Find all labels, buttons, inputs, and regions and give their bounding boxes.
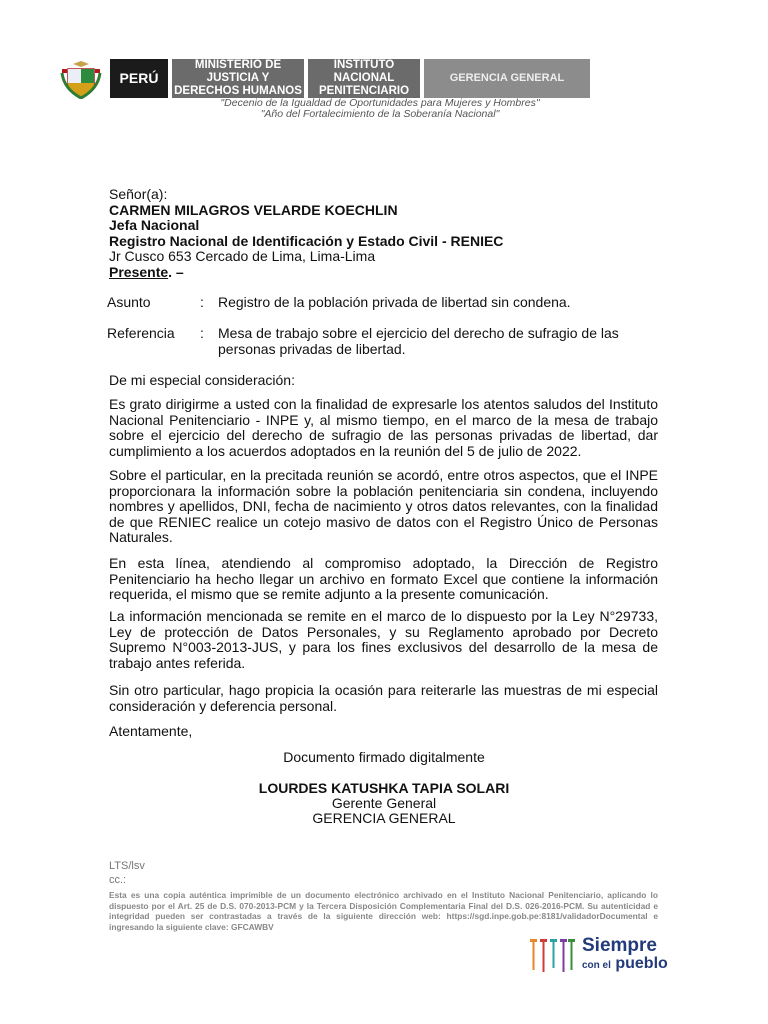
recipient-organization: Registro Nacional de Identificación y Estado Civil - RENIEC [109, 233, 504, 249]
signer-office: GERENCIA GENERAL [312, 810, 456, 826]
brand-line-2a: con el [582, 960, 611, 971]
greeting: De mi especial consideración: [109, 372, 295, 388]
salutation: Señor(a): [109, 186, 168, 202]
motto-line-2: "Año del Fortalecimiento de la Soberanía Nacional" [260, 108, 500, 120]
paragraph-2: Sobre el particular, en la precitada reunión se acordó, entre otros aspectos, que el INPE proporcionara la información sobre la población penitenciaria sin condena, incluyendo nombres y apellidos, DNI, fecha de nacimiento y otros datos relevantes, con la finalidad de que RENIEC realice un cotejo masivo de datos con el Registro Único de Personas Naturales. [109, 467, 658, 545]
people-figures-icon [528, 935, 576, 977]
brand-line-2b: pueblo [615, 955, 668, 972]
asunto-label: Asunto [107, 294, 151, 310]
ref-label: Referencia [107, 325, 175, 341]
paragraph-3: En esta línea, atendiendo al compromiso adoptado, la Dirección de Registro Penitenciario ha hecho llegar un archivo en formato Excel que contiene la información requerida, el mismo que se remite adjunto a la presente comunicación. [109, 555, 658, 602]
presente-word: Presente [109, 264, 169, 280]
asunto-colon: : [200, 294, 204, 310]
signer-name: LOURDES KATUSHKA TAPIA SOLARI [258, 780, 510, 796]
brand-logo [528, 935, 668, 977]
brand-line-1: Siempre [582, 935, 657, 956]
paragraph-5: Sin otro particular, hago propicia la ocasión para reiterarle las muestras de mi especial consideración y deferencia personal. [109, 682, 658, 714]
recipient-address: Jr Cusco 653 Cercado de Lima, Lima-Lima [109, 248, 376, 264]
letterhead [60, 59, 590, 98]
digital-signature-note: Documento firmado digitalmente [283, 749, 485, 765]
ref-colon: : [200, 325, 204, 341]
recipient-name: CARMEN MILAGROS VELARDE KOECHLIN [109, 202, 398, 218]
mottos [160, 98, 600, 120]
peru-label: PERÚ [110, 59, 168, 98]
presente [109, 264, 184, 280]
cc-line: cc.: [109, 874, 127, 886]
ref-line-2: personas privadas de libertad. [218, 341, 406, 357]
ref-line-1: Mesa de trabajo sobre el ejercicio del derecho de sufragio de las [218, 325, 619, 341]
institute-label [308, 59, 420, 98]
ministry-line2: DERECHOS HUMANOS [174, 85, 302, 97]
management-label: GERENCIA GENERAL [424, 59, 590, 98]
institute-line1: INSTITUTO NACIONAL [333, 59, 395, 84]
asunto-text: Registro de la población privada de libertad sin condena. [218, 294, 571, 310]
presente-suffix: . – [168, 264, 184, 280]
institute-line2: PENITENCIARIO [318, 85, 410, 97]
initials: LTS/lsv [109, 860, 145, 872]
paragraph-4: La información mencionada se remite en el marco de lo dispuesto por la Ley N°29733, Ley de protección de Datos Personales, y su Reglamento aprobado por Decreto Supremo N°003-2013-JUS, y para los fines exclusivos del desarrollo de la mesa de trabajo antes referida. [109, 608, 658, 671]
recipient-title: Jefa Nacional [109, 217, 200, 233]
motto-line-1: "Decenio de la Igualdad de Oportunidades para Mujeres y Hombres" [220, 97, 540, 109]
ministry-line1: MINISTERIO DE JUSTICIA Y [194, 59, 282, 84]
ministry-label [172, 59, 304, 98]
brand-line-2 [582, 955, 668, 975]
paragraph-1: Es grato dirigirme a usted con la finalidad de expresarle los atentos saludos del Instituto Nacional Penitenciario - INPE y, al mismo tiempo, en el marco de la mesa de trabajo sobre el ejercicio del derecho de sufragio de las personas privadas de libertad, dar cumplimiento a los acuerdos adoptados en la reunión del 5 de julio de 2022. [109, 396, 658, 459]
brand-text [582, 937, 668, 975]
authenticity-notice: Esta es una copia auténtica imprimible de un documento electrónico archivado en el Instituto Nacional Penitenciario, aplicando lo dispuesto por el Art. 25 de D.S. 070-2013-PCM y la Tercera Disposición Complementaria Final del D.S. 026-2016-PCM. Su autenticidad e integridad pueden ser contrastadas a través de la siguiente dirección web: https://sgd.inpe.gob.pe:8181/validadorDocumental e ingresando la siguiente clave: GFCAWBV [109, 890, 658, 932]
closing: Atentamente, [109, 723, 193, 739]
coat-of-arms-icon [60, 59, 102, 99]
signer-role: Gerente General [331, 795, 437, 811]
